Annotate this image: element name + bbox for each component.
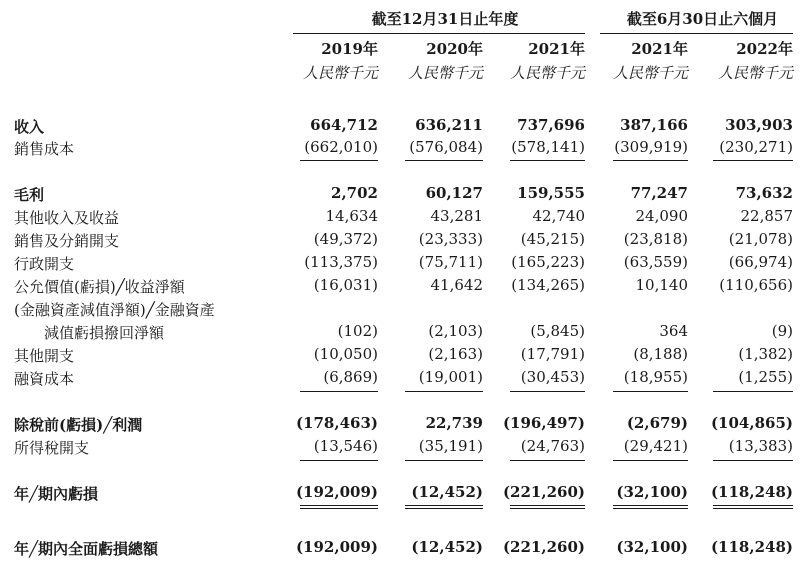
row-label: 行政開支 <box>14 255 75 273</box>
row-value: 22,857 <box>740 207 793 225</box>
row-value: (45,215) <box>520 230 585 248</box>
row-value: (6,869) <box>323 368 378 386</box>
row-value: (10,050) <box>313 345 378 363</box>
row-value: (118,248) <box>710 538 793 556</box>
row-label: 銷售及分銷開支 <box>14 232 120 250</box>
total-double-rule <box>713 505 793 506</box>
unit-header: 人民幣千元 <box>612 64 688 82</box>
year-header-2021: 2021年 <box>528 40 585 58</box>
row-value: 24,090 <box>635 207 688 225</box>
row-label: 年╱期內虧損 <box>14 485 99 503</box>
row-label: 減值虧損撥回淨額 <box>44 324 165 342</box>
total-double-rule <box>510 508 585 509</box>
row-value: (23,333) <box>418 230 483 248</box>
row-value: 364 <box>659 322 688 340</box>
row-value: 737,696 <box>517 116 585 134</box>
subtotal-rule <box>613 391 688 392</box>
row-label: 公允價值(虧損)╱收益淨額 <box>14 278 185 296</box>
unit-header: 人民幣千元 <box>717 64 793 82</box>
total-double-rule <box>300 505 378 506</box>
row-value: 73,632 <box>735 184 793 202</box>
row-label: 毛利 <box>14 186 45 204</box>
row-value: (23,818) <box>623 230 688 248</box>
row-value: (178,463) <box>295 414 378 432</box>
unit-header: 人民幣千元 <box>509 64 585 82</box>
row-value: 664,712 <box>310 116 378 134</box>
row-value: (32,100) <box>616 538 688 556</box>
row-value: (113,375) <box>304 253 378 271</box>
year-header-2022-h1: 2022年 <box>736 40 793 58</box>
subtotal-rule <box>405 160 483 161</box>
row-value: (35,191) <box>418 437 483 455</box>
row-value: 60,127 <box>425 184 483 202</box>
subtotal-rule <box>300 391 378 392</box>
row-value: (66,974) <box>728 253 793 271</box>
row-value: (63,559) <box>623 253 688 271</box>
header-group-year: 截至12月31日止年度 <box>371 10 519 28</box>
subtotal-rule <box>405 391 483 392</box>
subtotal-rule <box>510 460 585 461</box>
total-double-rule <box>405 505 483 506</box>
header-group-year-rule <box>293 33 585 34</box>
year-header-2019: 2019年 <box>321 40 378 58</box>
subtotal-rule <box>510 160 585 161</box>
total-double-rule <box>300 508 378 509</box>
row-value: (230,271) <box>719 138 793 156</box>
row-value: (30,453) <box>520 368 585 386</box>
row-value: (12,452) <box>411 483 483 501</box>
subtotal-rule <box>510 391 585 392</box>
row-value: 2,702 <box>331 184 378 202</box>
row-value: (104,865) <box>710 414 793 432</box>
row-value: (134,265) <box>511 276 585 294</box>
total-double-rule <box>510 505 585 506</box>
subtotal-rule <box>713 460 793 461</box>
row-value: (196,497) <box>502 414 585 432</box>
row-label: 其他開支 <box>14 347 75 365</box>
subtotal-rule <box>613 160 688 161</box>
subtotal-rule <box>613 460 688 461</box>
header-group-six-month-rule <box>600 33 793 34</box>
row-label: 銷售成本 <box>14 140 75 158</box>
row-value: (13,383) <box>728 437 793 455</box>
row-value: (578,141) <box>511 138 585 156</box>
row-value: (1,382) <box>738 345 793 363</box>
subtotal-rule <box>713 160 793 161</box>
unit-header: 人民幣千元 <box>302 64 378 82</box>
row-value: (118,248) <box>710 483 793 501</box>
subtotal-rule <box>300 460 378 461</box>
row-value: (5,845) <box>530 322 585 340</box>
row-value: (221,260) <box>502 483 585 501</box>
row-value: 387,166 <box>620 116 688 134</box>
row-label: 其他收入及收益 <box>14 209 120 227</box>
row-value: 22,739 <box>425 414 483 432</box>
row-value: (16,031) <box>313 276 378 294</box>
total-double-rule <box>405 508 483 509</box>
row-value: 42,740 <box>532 207 585 225</box>
row-value: (309,919) <box>614 138 688 156</box>
subtotal-rule <box>405 460 483 461</box>
row-value: (8,188) <box>633 345 688 363</box>
row-value: (13,546) <box>313 437 378 455</box>
row-value: (9) <box>771 322 793 340</box>
row-value: (2,163) <box>428 345 483 363</box>
row-value: (18,955) <box>623 368 688 386</box>
row-value: 14,634 <box>325 207 378 225</box>
row-label: 除稅前(虧損)╱利潤 <box>14 416 143 434</box>
row-value: (165,223) <box>511 253 585 271</box>
row-value: (29,421) <box>623 437 688 455</box>
row-value: (662,010) <box>304 138 378 156</box>
row-value: (576,084) <box>409 138 483 156</box>
row-value: (12,452) <box>411 538 483 556</box>
row-value: (24,763) <box>520 437 585 455</box>
row-value: (2,103) <box>428 322 483 340</box>
row-label: 年╱期內全面虧損總額 <box>14 540 159 558</box>
total-double-rule <box>613 508 688 509</box>
row-value: (32,100) <box>616 483 688 501</box>
row-label: 融資成本 <box>14 370 75 388</box>
row-value: (49,372) <box>313 230 378 248</box>
row-value: 159,555 <box>517 184 585 202</box>
row-value: (21,078) <box>728 230 793 248</box>
subtotal-rule <box>713 391 793 392</box>
row-value: 10,140 <box>635 276 688 294</box>
total-double-rule <box>613 505 688 506</box>
row-value: (110,656) <box>719 276 793 294</box>
row-value: (75,711) <box>418 253 483 271</box>
row-value: 636,211 <box>415 116 483 134</box>
row-value: (221,260) <box>502 538 585 556</box>
row-value: (17,791) <box>520 345 585 363</box>
row-value: 77,247 <box>630 184 688 202</box>
row-value: (19,001) <box>418 368 483 386</box>
header-group-six-month: 截至6月30日止六個月 <box>626 10 779 28</box>
row-label: (金融資產減值淨額)╱金融資產 <box>14 301 215 319</box>
subtotal-rule <box>300 160 378 161</box>
row-value: (192,009) <box>295 483 378 501</box>
row-value: 43,281 <box>430 207 483 225</box>
year-header-2020: 2020年 <box>426 40 483 58</box>
row-value: (1,255) <box>738 368 793 386</box>
row-value: (192,009) <box>295 538 378 556</box>
year-header-2021-h1: 2021年 <box>631 40 688 58</box>
total-double-rule <box>713 508 793 509</box>
row-label: 收入 <box>14 118 45 136</box>
row-value: 303,903 <box>725 116 793 134</box>
unit-header: 人民幣千元 <box>407 64 483 82</box>
row-value: (2,679) <box>626 414 688 432</box>
row-label: 所得稅開支 <box>14 439 90 457</box>
row-value: 41,642 <box>430 276 483 294</box>
row-value: (102) <box>337 322 378 340</box>
